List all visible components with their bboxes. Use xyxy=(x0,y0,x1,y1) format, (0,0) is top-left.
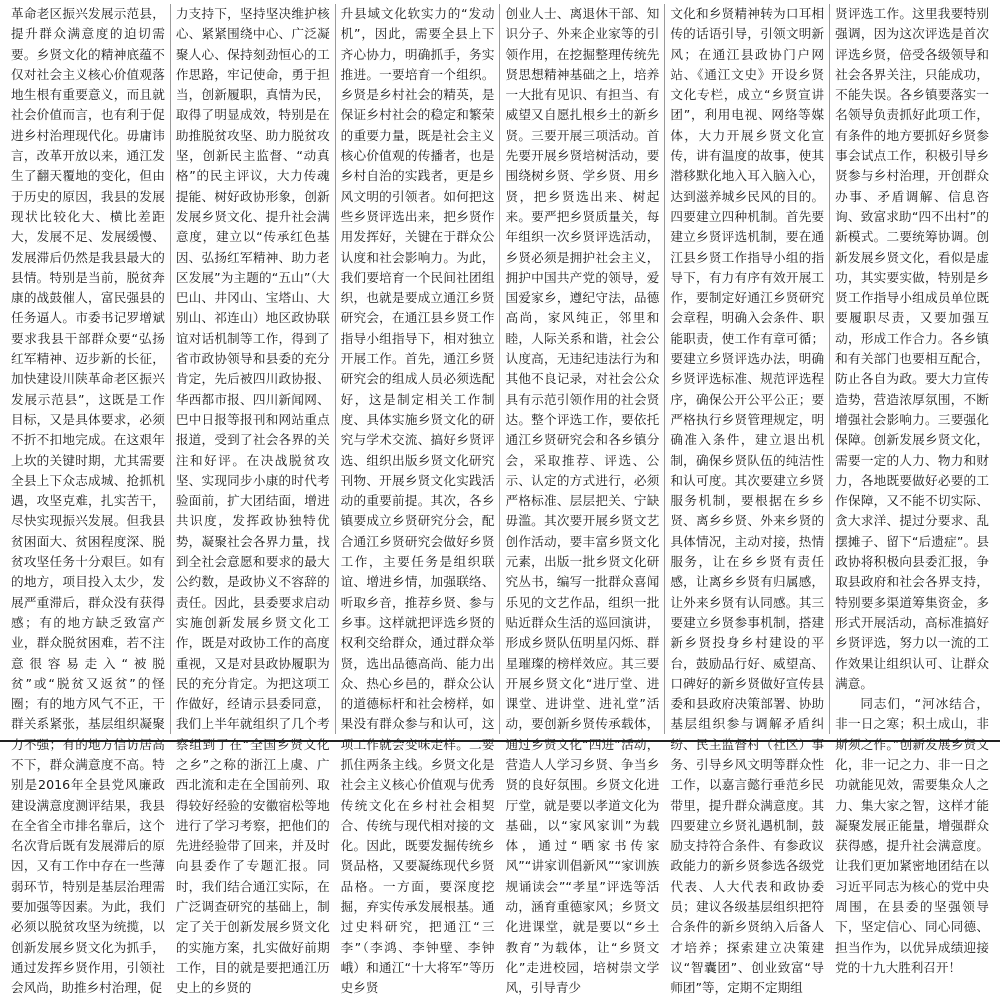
paragraph: 贤评选工作。这里我要特别强调，因为这次评选是首次评选乡贤，倍受各级领导和社会各界关注，只能成功，不能失误。各乡镇要落实一名领导负责抓好此项工作，有条件的地方要抓好乡贤参事会试点工作，积极引导乡贤参与乡村治理，开创群众办事、矛盾调解、信息咨询、致富求助“四不出村”的新模式。二要统筹协调。创新发展乡贤文化，看似是虚功，其实要实做，特别是乡贤工作指导小组成员单位既要履职尽责，又要加强互动，形成工作合力。各乡镇和有关部门也要相互配合，防止各自为政。要大力宣传造势，营造浓厚氛围，不断增强社会影响力。三要强化保障。创新发展乡贤文化，需要一定的人力、物力和财力，各地既要做好必要的工作保障，又不能不切实际、贪大求洋、提过分要求、乱摆摊子、留下“后遗症”。县政协将积极向县委汇报，争取县政府和社会各界支持，特别要多渠道筹集资金，多形式开展活动，高标准搞好乡贤评选，努力以一流的工作效果让组织认可、让群众满意。 xyxy=(835,6,989,691)
paragraph: 力支持下，坚持坚决维护核心、紧紧围绕中心、广泛凝聚人心、保持刻劲恒心的工作思路，牢记使命，勇于担当，创新履职，真情为民，取得了明显成效，特别是在助推脱贫攻坚、助力脱贫攻坚，创新民主监督、“动真格”的民主评议，大力传魂提能、树好政协形象，创新发展乡贤文化、提升社会满意度，建立以“传承红色基因、弘扬红军精神、助力老区发展”为主题的“五山”（大巴山、井冈山、宝塔山、大别山、祁连山）地区政协联谊对话机制等工作，得到了省市政协领导和县委的充分肯定，先后被四川政协报、华西都市报、四川新闻网、巴中日报等报刊和网站重点报道，受到了社会各界的关注和好评。在决战脱贫攻坚、实现同步小康的时代考验面前，扩大团结面，增进共识度，发挥政协独特优势，凝聚社会各界力量，找到全社会意愿和要求的最大公约数，是政协义不容辞的责任。因此，县委要求启动实施创新发展乡贤文化工作，既是对政协工作的高度重视，又是对县政协履职为民的充分肯定。为把这项工作做好，经请示县委同意，我们上半年就组织了几个考察组到了在“全国乡贤文化之乡”之称的浙江上虞、广西北流和走在全国前列、取得较好经验的安徽宿松等地进行了学习考察，把他们的先进经验带了回来，并及时向县委作了专题汇报。同时，我们结合通江实际，在广泛调查研究的基础上，制定了关于创新发展乡贤文化的实施方案，扎实做好前期工作，目的就是要把通江历史上的乡贤的 xyxy=(175,6,330,996)
bottom-rule xyxy=(0,740,1000,742)
column-6 xyxy=(829,4,994,975)
paragraph: 创业人士、离退休干部、知识分子、外来企业家等的引领作用，在挖掘整理传统先贤思想精神基础之上，培养一大批有见识、有担当、有威望又自愿扎根乡土的新乡贤。三要开展三项活动。首先要开展乡贤培树活动，要围绕树乡贤、学乡贤、用乡贤，把乡贤选出来、树起来。要严把乡贤质量关，每年组织一次乡贤评选活动，乡贤必须是拥护社会主义，拥护中国共产党的领导，爱国爱家乡，遵纪守法，品德高尚，家风纯正，邻里和睦，人际关系和谐，社会公认度高，无违纪违法行为和其他不良记录，对社会公众具有示范引领作用的社会贤达。整个评选工作，要依托通江乡贤研究会和各乡镇分会，采取推荐、评选、公示、认定的方式进行，必须严格标准、层层把关、宁缺毋滥。其次要开展乡贤文艺创作活动，要丰富乡贤文化元素，出版一批乡贤文化研究丛书，编写一批群众喜闻乐见的文艺作品，组织一批贴近群众生活的巡回演讲，形成乡贤队伍明星闪烁、群星璀璨的榜样效应。其三要开展乡贤文化“进厅堂、进课堂、进讲堂、进礼堂”活动，要创新乡贤传承载体，通过乡贤文化“四进”活动，营造人人学习乡贤、争当乡贤的良好氛围。乡贤文化进厅堂，就是要以孝道文化为基础，以“家风家训”为载体，通过“晒家书传家风”“讲家训倡新风”“家训族规诵读会”“孝星”评选等活动，涵育重德家风；乡贤文化进课堂，就是要以“乡土教育”为载体，让“乡贤文化”走进校园，培树崇文学风，引导青少 xyxy=(505,6,660,996)
column-2 xyxy=(170,4,335,996)
column-5 xyxy=(664,4,829,996)
closing-paragraph: 同志们，“河冰结合，非一日之寒；积土成山，非斯须之作。”创新发展乡贤文化，非一记之力、非一日之功就能见效，需要集众人之力、集大家之智，这样才能凝聚发展正能量，增强群众获得感，提升社会满意度。让我们更加紧密地团结在以习近平同志为核心的党中央周围，在县委的坚强领导下，坚定信心、同心同德、担当作为，以优异成绩迎接党的十九大胜利召开！ xyxy=(835,696,989,975)
column-4 xyxy=(499,4,664,996)
paragraph: 文化和乡贤精神转为口耳相传的话语引导，引领文明新风；在通江县政协门户网站、《通江文史》开设乡贤文化专栏，成立“乡贤宣讲团”，利用电视、网络等媒体，大力开展乡贤文化宣传，讲有温度的故事，使其潜移默化地入耳入脑入心，达到滋养城乡民风的目的。四要建立四种机制。首先要建立乡贤评选机制，要在通江县乡贤工作指导小组的指导下，有力有序有效开展工作，要制定好通江乡贤研究会章程，明确入会条件、职能职责，使工作有章可循；要建立乡贤评选办法，明确乡贤评选标准、规范评选程序，确保公开公平公正；要严格执行乡贤管理规定，明确准入条件，建立退出机制，确保乡贤队伍的纯洁性和认可度。其次要建立乡贤服务机制，要根据在乡乡贤、离乡乡贤、外来乡贤的具体情况，主动对接，热情服务，让在乡乡贤有责任感，让离乡乡贤有归属感，让外来乡贤有认同感。其三要建立乡贤参事机制，搭建新乡贤投身乡村建设的平台，鼓励品行好、威望高、口碑好的新乡贤做好宣传县委和县政府决策部署、协助基层组织参与调解矛盾纠纷、民主监督村（社区）事务、引导乡风文明等群众性工作，以嘉言懿行垂范乡民带里，提升群众满意度。其四要建立乡贤礼遇机制，鼓励支持符合条件、有参政议政能力的新乡贤参选各级党代表、人大代表和政协委员；建议各级基层组织把符合条件的新乡贤纳入后备人才培养；探索建立决策建议“智囊团”、创业致富“导师团”等，定期不定期组 xyxy=(670,6,825,996)
text-columns xyxy=(6,4,994,996)
column-3 xyxy=(335,4,500,996)
column-1 xyxy=(6,4,170,996)
paragraph: 革命老区振兴发展示范县，提升群众满意度的迫切需要。乡贤文化的精神底蕴不仅对社会主义核心价值观落地生根有重要意义，而且就社会价值而言，也有利于促进乡村治理现代化。毋庸讳言，改革开放以来，通江发生了翻天覆地的变化，但由于历史的原因，我县的发展现状比较化大、横比差距大，发展不足、发展缓慢、发展滞后仍然是我县最大的县情。特别是当前，脱贫奔康的战鼓催人，富民强县的任务逼人。市委书记罗增斌要求我县干部群众要“弘扬红军精神、迈步新的长征，加快建设川陕革命老区振兴发展示范县”，这既是工作目标，又是具体要求，必须不折不扣地完成。在这艰年上坎的关键时期，尤其需要全县上下众志成城、抢抓机遇，攻坚克难，扎实苦干，尽快实现振兴发展。但我县贫困面大、贫困程度深、脱贫攻坚任务十分艰巨。如有的地方，项目投入太少，发展严重滞后，群众没有获得感；有的地方缺乏致富产业，群众脱贫困难，若不注意很容易走入“被脱贫”或“脱贫又返贫”的怪圈；有的地方风气不正，干群关系紧张，基层组织凝聚力不强；有的地方信访居高不下，群众满意度不高。特别是2016年全县党风廉政建设满意度测评结果，我县在全省全市排名靠后，这个名次背后既有发展滞后的原因，又有工作中存在一些薄弱环节，特别是基层治理需要加强等因素。为此，我们必须以脱贫攻坚为统揽，以创新发展乡贤文化为抓手，通过发挥乡贤作用，引领社会风尚，助推乡村治理，促 xyxy=(11,6,165,996)
paragraph: 升县域文化软实力的“发动机”，因此，需要全县上下齐心协力，明确抓手，务实推进。一要培育一个组织。乡贤是乡村社会的精英，是保证乡村社会的稳定和繁荣的重要力量，既是社会主义核心价值观的传播者，也是乡村自治的实践者，更是乡风文明的引领者。如何把这些乡贤评选出来，把乡贤作用发挥好，关键在于群众公认度和社会影响力。为此，我们要培育一个民间社团组织，也就是要成立通江乡贤研究会，在通江县乡贤工作指导小组指导下，相对独立开展工作。首先，通江乡贤研究会的组成人员必须选配好，这是制定相关工作制度、具体实施乡贤文化的研究与学术交流、搞好乡贤评选、组织出版乡贤文化研究刊物、开展乡贤文化实践活动的重要前提。其次，各乡镇要成立乡贤研究分会，配合通江乡贤研究会做好乡贤工作，主要任务是组织联谊、增进乡情，加强联络、听取乡音，推荐乡贤、参与乡事。这样就把评选乡贤的权利交给群众，通过群众举贤，选出品德高尚、能力出众、热心乡邑的，群众公认的道德标杆和社会榜样，如果没有群众参与和认可，这项工作就会变味走样。二要抓住两条主线。乡贤文化是社会主义核心价值观与优秀传统文化在乡村社会相契合、传统与现代相对接的文化。因此，既要发掘传统乡贤品格，又要凝练现代乡贤品格。一方面，要深度挖掘，弃实传承发展根基。通过史料研究，把通江“三李”（李鸿、李钟壁、李钟峨）和通江“十大将军”等历史乡贤 xyxy=(340,6,495,996)
